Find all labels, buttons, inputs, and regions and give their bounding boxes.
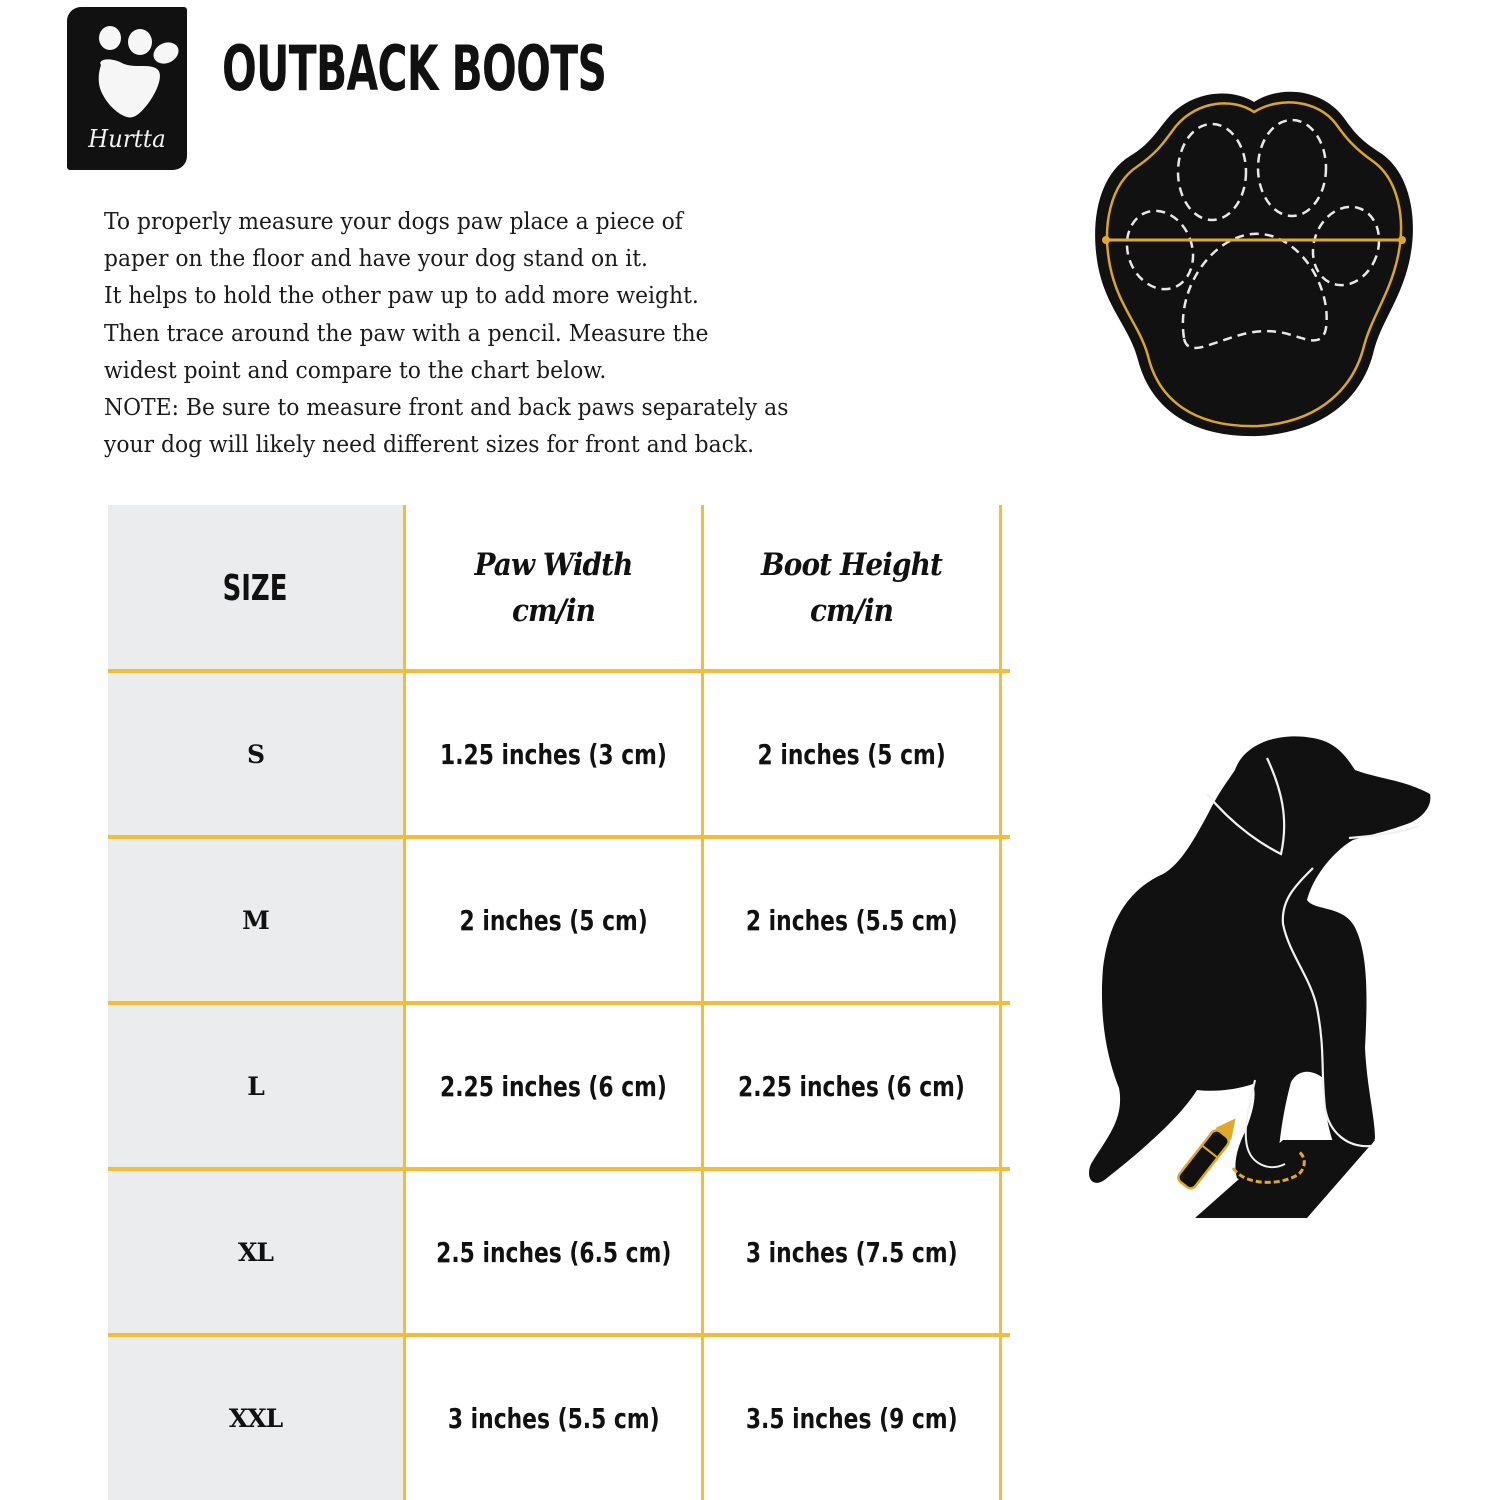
paw-width-value: 2.25 inches (6 cm)	[440, 1069, 667, 1103]
instruction-line: NOTE: Be sure to measure front and back paws separately as	[104, 393, 789, 422]
instruction-line: Then trace around the paw with a pencil. Measure the	[104, 318, 709, 347]
table-row-size-cell	[108, 1171, 403, 1333]
paw-width-cell	[406, 1171, 701, 1333]
size-chart-table	[108, 505, 1008, 1500]
boot-height-cell	[704, 1005, 999, 1167]
page-title: OUTBACK BOOTS	[222, 32, 607, 105]
instruction-line: paper on the floor and have your dog stand on it.	[104, 244, 648, 273]
paw-width-cell	[406, 839, 701, 1001]
header-cell-paw-width	[421, 505, 687, 671]
paw-width-header-label: Paw Width	[474, 547, 633, 583]
size-label: M	[242, 905, 269, 935]
table-row-size-cell	[108, 1005, 403, 1167]
instruction-line: To properly measure your dogs paw place a piece of	[104, 207, 683, 235]
paw-width-cell	[406, 673, 701, 835]
paw-width-value: 1.25 inches (3 cm)	[440, 737, 667, 771]
paw-width-cell	[406, 1005, 701, 1167]
table-row-size-cell	[108, 673, 403, 835]
boot-height-value: 2 inches (5 cm)	[757, 737, 946, 771]
boot-height-value: 3 inches (7.5 cm)	[745, 1235, 958, 1269]
boot-height-header-unit: cm/in	[809, 593, 894, 629]
boot-height-cell	[704, 1171, 999, 1333]
boot-height-cell	[704, 1337, 999, 1499]
size-label: XL	[238, 1237, 273, 1267]
paw-diagram-icon	[1092, 88, 1417, 440]
instruction-line: It helps to hold the other paw up to add more weight.	[104, 281, 699, 310]
measuring-instructions	[104, 203, 876, 463]
size-label: XXL	[228, 1403, 283, 1433]
dog-tracing-illustration	[1085, 728, 1435, 1223]
boot-height-cell	[704, 673, 999, 835]
paw-measurement-diagram	[1092, 88, 1417, 440]
brand-wordmark: Hurtta	[88, 125, 166, 153]
boot-height-header-label: Boot Height	[761, 547, 942, 583]
boot-height-value: 3.5 inches (9 cm)	[745, 1401, 958, 1435]
boot-height-value: 2 inches (5.5 cm)	[745, 903, 958, 937]
boot-height-cell	[704, 839, 999, 1001]
boot-height-value: 2.25 inches (6 cm)	[738, 1069, 965, 1103]
size-label: S	[246, 739, 265, 769]
header-cell-boot-height	[719, 505, 985, 671]
table-row-size-cell	[108, 1337, 403, 1499]
size-header-label: SIZE	[223, 567, 288, 609]
header-cell-size	[108, 505, 403, 671]
paw-width-value: 2.5 inches (6.5 cm)	[435, 1235, 672, 1269]
size-label: L	[247, 1071, 264, 1101]
paw-width-header-unit: cm/in	[511, 593, 596, 629]
instruction-line: your dog will likely need different sizes for front and back.	[104, 430, 755, 459]
paw-width-value: 2 inches (5 cm)	[459, 903, 648, 937]
paw-width-value: 3 inches (5.5 cm)	[447, 1401, 660, 1435]
dog-silhouette-icon	[1085, 728, 1435, 1223]
paw-width-cell	[406, 1337, 701, 1499]
instruction-line: widest point and compare to the chart below.	[104, 355, 607, 384]
table-row-size-cell	[108, 839, 403, 1001]
brand-logo	[67, 7, 187, 170]
